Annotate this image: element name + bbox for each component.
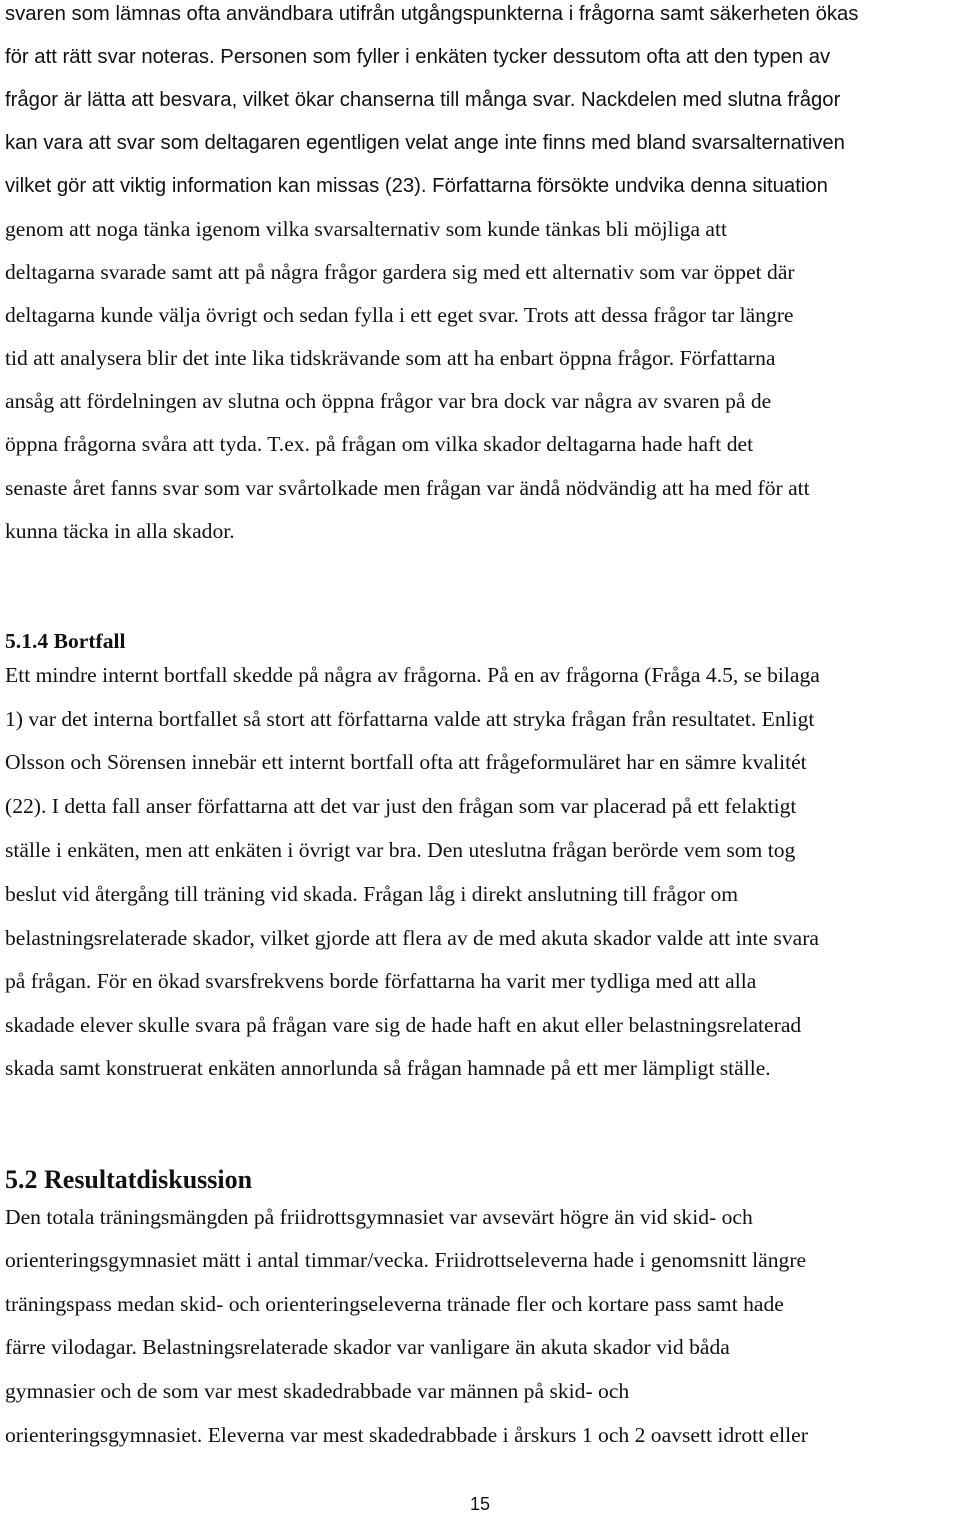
text-line: vilket gör att viktig information kan missas (23). Författarna försökte undvika denna situation	[5, 175, 828, 197]
text-line: skadade elever skulle svara på frågan vare sig de hade haft en akut eller belastningsrelaterad	[5, 1013, 802, 1037]
text-line: färre vilodagar. Belastningsrelaterade skador var vanligare än akuta skador vid båda	[5, 1335, 730, 1359]
text-line: Den totala träningsmängden på friidrottsgymnasiet var avsevärt högre än vid skid- och	[5, 1205, 753, 1229]
text-line: orienteringsgymnasiet mätt i antal timmar/vecka. Friidrottseleverna hade i genomsnitt längre	[5, 1248, 807, 1272]
text-line: skada samt konstruerat enkäten annorlunda så frågan hamnade på ett mer lämpligt ställe.	[5, 1056, 771, 1080]
text-line: gymnasier och de som var mest skadedrabbade var männen på skid- och	[5, 1379, 630, 1403]
text-line: på frågan. För en ökad svarsfrekvens borde författarna ha varit mer tydliga med att alla	[5, 969, 757, 993]
text-line: 1) var det interna bortfallet så stort att författarna valde att stryka frågan från resultatet. Enligt	[5, 707, 815, 731]
section-heading-resultatdiskussion: 5.2 Resultatdiskussion	[5, 1165, 253, 1194]
text-line: beslut vid återgång till träning vid skada. Frågan låg i direkt anslutning till frågor om	[5, 882, 739, 906]
text-line: ansåg att fördelningen av slutna och öppna frågor var bra dock var några av svaren på de	[5, 389, 772, 413]
text-line: (22). I detta fall anser författarna att det var just den frågan som var placerad på ett felaktigt	[5, 794, 797, 818]
text-line: Ett mindre internt bortfall skedde på några av frågorna. På en av frågorna (Fråga 4.5, se bilaga	[5, 663, 820, 687]
section-heading-bortfall: 5.1.4 Bortfall	[5, 629, 126, 653]
text-line: tid att analysera blir det inte lika tidskrävande som att ha enbart öppna frågor. Författarna	[5, 346, 776, 370]
text-line: öppna frågorna svåra att tyda. T.ex. på frågan om vilka skador deltagarna hade haft det	[5, 432, 754, 456]
text-line: genom att noga tänka igenom vilka svarsalternativ som kunde tänkas bli möjliga att	[5, 217, 728, 241]
text-line: orienteringsgymnasiet. Eleverna var mest skadedrabbade i årskurs 1 och 2 oavsett idrott eller	[5, 1423, 808, 1447]
text-line: ställe i enkäten, men att enkäten i övrigt var bra. Den uteslutna frågan berörde vem som tog	[5, 838, 796, 862]
text-line: belastningsrelaterade skador, vilket gjorde att flera av de med akuta skador valde att inte svara	[5, 926, 819, 950]
text-line: för att rätt svar noteras. Personen som fyller i enkäten tycker dessutom ofta att den typen av	[5, 46, 831, 68]
text-line: träningspass medan skid- och orienteringseleverna tränade fler och kortare pass samt hade	[5, 1292, 784, 1316]
text-line: frågor är lätta att besvara, vilket ökar chanserna till många svar. Nackdelen med slutna frågor	[5, 89, 841, 111]
text-line: kan vara att svar som deltagaren egentligen velat ange inte finns med bland svarsalternativen	[5, 132, 845, 154]
text-line: deltagarna kunde välja övrigt och sedan fylla i ett eget svar. Trots att dessa frågor tar längre	[5, 303, 794, 327]
text-line: kunna täcka in alla skador.	[5, 519, 235, 543]
text-line: svaren som lämnas ofta användbara utifrån utgångspunkterna i frågorna samt säkerheten ökas	[5, 3, 859, 25]
text-line: senaste året fanns svar som var svårtolkade men frågan var ändå nödvändig att ha med för att	[5, 476, 810, 500]
text-line: Olsson och Sörensen innebär ett internt bortfall ofta att frågeformuläret har en sämre kvalitét	[5, 750, 807, 774]
page-number: 15	[470, 1494, 491, 1514]
text-line: deltagarna svarade samt att på några frågor gardera sig med ett alternativ som var öppet där	[5, 260, 795, 284]
